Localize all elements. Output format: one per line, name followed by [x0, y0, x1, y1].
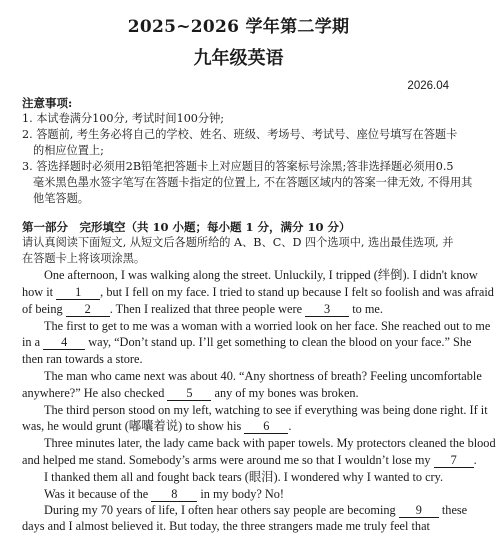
notice-line: 毫米黑色墨水签字笔写在答题卡指定的位置上, 不在答题区域内的答案一律无效, 不得用其 [33, 176, 473, 189]
notice-heading: 注意事项: [22, 96, 73, 110]
passage-line: During my 70 years of life, I often hear others say people are becoming 9 these [44, 503, 468, 517]
passage-line: One afternoon, I was walking along the street. Unluckily, I tripped (绊倒). I didn't know [44, 268, 478, 282]
blank-1: 1 [56, 286, 100, 300]
notice-line: 他笔答题。 [33, 192, 89, 205]
passage-line: how it 1 , but I fell on my face. I tried to stand up because I felt so foolish and was afraid [22, 285, 494, 299]
passage-line: I thanked them all and fought back tears (眼泪). I wondered why I wanted to cry. [44, 470, 444, 484]
passage-line: of being 2 . Then I realized that three people were 3 to me. [22, 302, 383, 316]
blank-3: 3 [305, 303, 349, 317]
blank-5: 5 [167, 387, 211, 401]
notice-line: 2. 答题前, 考生务必将自己的学校、姓名、班级、考场号、考试号、座位号填写在答题卡 [22, 128, 458, 141]
notice-line: 的相应位置上; [33, 144, 104, 157]
exam-date: 2026.04 [407, 80, 449, 92]
passage-line: days and I almost believed it. But today, the three strangers made me truly feel that [22, 519, 430, 533]
section-instruction: 在答题卡上将该项涂黑。 [22, 252, 146, 265]
passage-line: The third person stood on my left, watching to see if everything was being done right. If it [44, 403, 488, 417]
blank-8: 8 [151, 488, 197, 502]
passage-line: and helped me stand. Somebody’s arms were around me so that I wouldn’t lose my 7 . [22, 453, 477, 467]
passage-line: then ran towards a store. [22, 352, 143, 366]
blank-4: 4 [43, 336, 85, 350]
passage-line: The man who came next was about 40. “Any shortness of breath? Feeling uncomfortable [44, 369, 482, 383]
passage-line: The first to get to me was a woman with a worried look on her face. She reached out to me [44, 319, 491, 333]
passage-line: was, he would grunt (嘟囔着说) to show his 6 . [22, 419, 292, 433]
notice-line: 3. 答选择题时必须用2B铅笔把答题卡上对应题目的答案标号涂黑;答非选择题必须用0.5 [22, 160, 454, 173]
section-heading: 第一部分 完形填空（共 10 小题；每小题 1 分，满分 10 分） [22, 220, 351, 234]
passage-line: anywhere?” He also checked 5 any of my bones was broken. [22, 386, 359, 400]
blank-9: 9 [399, 504, 439, 518]
notice-line: 1. 本试卷满分100分, 考试时间100分钟; [22, 112, 225, 125]
blank-2: 2 [66, 303, 110, 317]
exam-subject: 九年级英语 [193, 48, 284, 69]
exam-title: 2025~2026 学年第二学期 [127, 17, 350, 37]
section-instruction: 请认真阅读下面短文, 从短文后各题所给的 A、B、C、D 四个选项中, 选出最佳选项, 并 [22, 236, 454, 249]
blank-7: 7 [434, 454, 474, 468]
passage-line: Three minutes later, the lady came back with paper towels. My protectors cleaned the blood [44, 436, 496, 450]
passage-line: Was it because of the 8 in my body? No! [44, 487, 285, 501]
passage-line: in a 4 way, “Don’t stand up. I’ll get something to clean the blood on your face.” She [22, 335, 472, 349]
blank-6: 6 [244, 420, 288, 434]
